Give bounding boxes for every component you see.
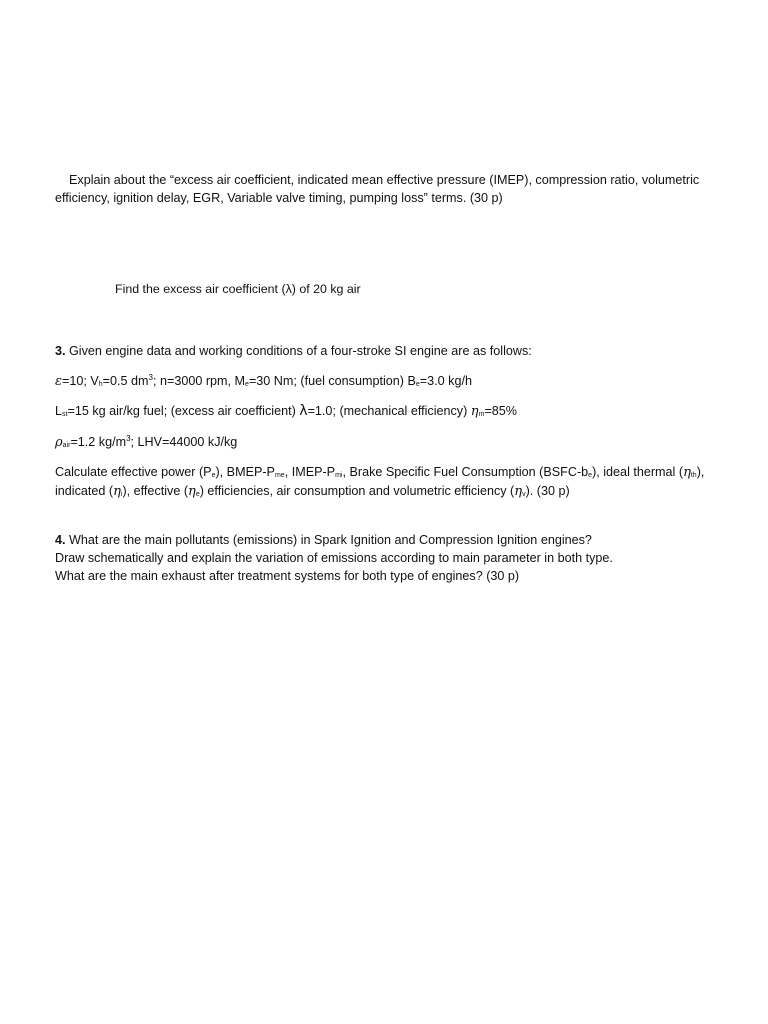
question-3-data-line-2 xyxy=(55,402,735,421)
data-text: ), BMEP-P xyxy=(215,465,275,479)
question-1-text: Explain about the “excess air coefficient, indicated mean effective pressure (IMEP), compression ratio, volumetric efficiency, ignition delay, EGR, Variable valve timing, pumping loss” terms. (30 p) xyxy=(55,173,700,205)
question-3-number: 3. xyxy=(55,344,66,358)
question-3-data-line-1 xyxy=(55,372,735,391)
data-text: , Brake Specific Fuel Consumption (BSFC-b xyxy=(342,465,589,479)
data-text: ; LHV=44000 kJ/kg xyxy=(130,434,238,449)
superscript: 3 xyxy=(126,433,131,443)
question-3-data-line-3 xyxy=(55,433,735,452)
data-text: ; n=3000 rpm, M xyxy=(152,373,246,388)
epsilon-symbol: ε xyxy=(55,373,62,389)
data-text: =0.5 dm xyxy=(102,373,149,388)
data-text: =85% xyxy=(484,404,517,418)
question-4 xyxy=(55,531,735,585)
data-text: =3.0 kg/h xyxy=(419,373,472,388)
eta-symbol: η xyxy=(514,484,523,499)
data-text: ), effective ( xyxy=(122,484,189,498)
lambda-symbol: λ xyxy=(299,403,308,419)
data-text: Calculate effective power (P xyxy=(55,465,212,479)
subscript: e xyxy=(588,472,593,479)
subscript: st xyxy=(62,411,68,418)
question-4-line-2: Draw schematically and explain the variation of emissions according to main parameter in both type. xyxy=(55,551,613,565)
subscript: me xyxy=(274,472,285,479)
question-3-intro-text: Given engine data and working conditions of a four-stroke SI engine are as follows: xyxy=(69,344,532,358)
data-text: =15 kg air/kg fuel; (excess air coefficient) xyxy=(67,404,300,418)
data-text: ). (30 p) xyxy=(525,484,570,498)
data-text: ), indicated ( xyxy=(55,465,705,498)
data-text: =1.0; (mechanical efficiency) xyxy=(307,404,471,418)
subscript: mi xyxy=(335,472,343,479)
subscript: air xyxy=(62,441,71,449)
rho-symbol: ρ xyxy=(55,434,63,450)
subscript: v xyxy=(522,491,526,498)
question-3-intro xyxy=(55,342,735,360)
subscript: e xyxy=(245,380,249,388)
data-text: ) efficiencies, air consumption and volumetric efficiency ( xyxy=(199,484,515,498)
subscript: e xyxy=(415,380,420,388)
data-text: =30 Nm; (fuel consumption) B xyxy=(248,373,416,388)
data-text: ), ideal thermal ( xyxy=(592,465,684,479)
superscript: 3 xyxy=(148,372,153,382)
eta-symbol: η xyxy=(188,484,196,499)
subscript: m xyxy=(478,411,485,418)
question-4-line-1 xyxy=(55,531,735,549)
question-4-line-1-text: What are the main pollutants (emissions) in Spark Ignition and Compression Ignition engines? xyxy=(69,533,592,547)
subscript: e xyxy=(195,491,200,498)
subscript: h xyxy=(98,380,103,388)
question-2-text: Find the excess air coefficient (λ) of 20 kg air xyxy=(115,282,361,296)
eta-symbol: η xyxy=(683,465,691,480)
data-text: , IMEP-P xyxy=(284,465,336,479)
question-4-number: 4. xyxy=(55,533,66,547)
eta-symbol: η xyxy=(113,484,121,499)
question-3 xyxy=(55,342,735,501)
data-text: =10; V xyxy=(61,373,99,388)
data-text: L xyxy=(55,404,63,418)
eta-symbol: η xyxy=(470,404,479,419)
subscript: e xyxy=(211,472,216,479)
question-3-task xyxy=(55,463,735,501)
subscript: i xyxy=(120,491,123,498)
subscript: th xyxy=(690,472,697,479)
data-text: =1.2 kg/m xyxy=(70,434,127,449)
question-4-line-3: What are the main exhaust after treatment systems for both type of engines? (30 p) xyxy=(55,569,520,583)
